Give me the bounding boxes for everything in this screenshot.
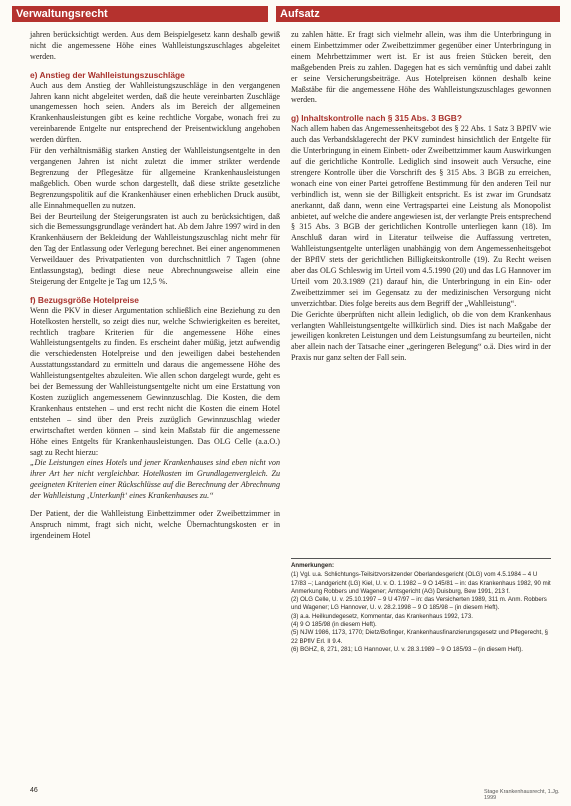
footnotes xyxy=(291,558,551,654)
article-type-label: Aufsatz xyxy=(276,6,560,22)
footnote: (6) BGHZ, 8, 271, 281; LG Hannover, U. v. 28.3.1989 – 9 O 185/93 – (in diesem Heft). xyxy=(291,645,523,653)
page-number: 46 xyxy=(30,787,38,794)
left-column xyxy=(30,30,280,542)
section-heading-e: e) Anstieg der Wahlleistungszuschläge xyxy=(30,69,185,80)
paragraph: Der Patient, der die Wahlleistung Einbettzimmer oder Zweibettzimmer in Anspruch nimmt, fragt sich nicht, welche Übernachtungskosten er in irgendeinem Hotel xyxy=(30,509,280,540)
page-header xyxy=(12,6,560,22)
paragraph: Nach allem haben das Angemessenheitsgebot des § 22 Abs. 1 Satz 3 BPflV wie auch das Verbandsklagerecht der PKV zumindest hinsichtlich der Entgelte für die Unterbringung in einem Einbett- oder Zweibettzimmer kaum Auswirkungen auf die gerichtliche Kontrolle. Lediglich sind insoweit auch Versuche, eine strengere Kontrolle über die Vorschrift des § 315 Abs. 3 BGB zu erreichen, wonach eine von einer Partei getroffene Bestimmung für den anderen Teil nur verbindlich ist, wenn sie der Billigkeit entspricht. Es ist zwar im Grundsatz anerkannt, daß dann, wenn eine Vertragspartei eine Leistung als Monopolist anbietet, auf welche die andere angewiesen ist, der verlangte Preis entsprechend § 315 Abs. 3 BGB der gerichtlichen Kontrolle unterliegen kann (18). Im Anschluß daran wird in Literatur teilweise die Auffassung vertreten, Wahlleistungsentgelte unterlägen unabhängig von dem Angemessenheitsgebot der BPflV stets der gerichtlichen Billigkeitskontrolle (19). Zu Recht weisen aber das OLG Schleswig im Urteil vom 4.5.1990 (20) und das LG Hannover im Urteil vom 20.3.1989 (21) darauf hin, die Unterbringung in ein Ein- oder Zweibettzimmer sei im Gegensatz zu der medizinischen Versorgung nicht unverzichtbar. Dies folge bereits aus dem Begriff der „Wahlleistung“. xyxy=(291,124,551,308)
source-line: Stage Krankenhausrecht, 1.Jg. 1999 xyxy=(484,789,560,801)
section-heading-g: g) Inhaltskontrolle nach § 315 Abs. 3 BGB? xyxy=(291,113,462,124)
section-label: Verwaltungsrecht xyxy=(12,6,268,22)
paragraph: Wenn die PKV in dieser Argumentation schließlich eine Beziehung zu den Hotelkosten herstellt, so zeigt dies nur, welche Schwierigkeiten es bereitet, rechtlich tragbare Kriterien für die angemessene Höhe eines Wahlleistungsentgelts zu finden. Es erscheint daher müßig, jetzt aufwendig die verschiedensten Hotelpreise und den jeweiligen dabei bestehenden Ausstattungsstandard zu ermitteln und daraus die angemessene Höhe des Wahlleistungsentgeltes abzuleiten. Wie allen schon dargelegt wurde, geht es bei der Bemessung der Wahlleistungsentgelte nicht um eine Erstattung von Kosten zuzüglich angemessenem Gewinnzuschlag. Die Kosten, die dem Krankenhaus entstehen – und erst recht nicht die Kosten die einem Hotel entstehen – sind über den Preis zuzüglich Gewinnzuschlag wieder erwirtschaftet werden können – sind kein Maßstab für die angemessene Höhe eines Entgelts für Krankenhausleistungen. Das OLG Celle (a.a.O.) sagt zu Recht hierzu: xyxy=(30,305,280,457)
paragraph: Die Gerichte überprüften nicht allein lediglich, ob die von dem Krankenhaus verlangten Wahlleistungsentgelte willkürlich sind. Dies ist nach Maßgabe der jeweiligen konkreten Leistungen und dem Leistungsumfang zu beurteilen, nicht aber allein nach der Tatsache einer „geringeren Belegung“ o.ä. Dies wird in der Praxis nur ganz selten der Fall sein. xyxy=(291,309,551,363)
paragraph: Für den verhältnismäßig starken Anstieg der Wahlleistungsentgelte in den vergangenen Jahren ist nicht zuletzt die immer strikter werdende Begrenzung der Pflegesätze für allgemeine Krankenhausleistungen maßgeblich. Oben wurde schon dargestellt, daß diese strikte gesetzliche Begrenzungspolitik auf die Krankenhäuser einen erheblichen Druck ausübt, alle Einnahmequellen zu nutzen. xyxy=(30,146,280,210)
right-column xyxy=(291,30,551,364)
section-heading-f: f) Bezugsgröße Hotelpreise xyxy=(30,294,139,305)
paragraph: zu zahlen hätte. Er fragt sich vielmehr allein, was ihm die Unterbringung in einem Einbettzimmer oder Zweibettzimmer gegenüber einer Unterbringung in einem Mehrbettzimmer wert ist. Er ist aus freien Stücken bereit, den maßgebenden Preis zu zahlen. Dagegen hat es sich vernünftig und dabei zahlt er seine Versicherungsbeiträge. Aus Hotelpreisen können deshalb keine Maßstäbe für die angemessene Höhe des Wahlleistungszuschlages gewonnen werden. xyxy=(291,30,551,105)
footnote: (4) 9 O 185/98 (in diesem Heft). xyxy=(291,621,377,629)
footnote: (3) a.a. Heilkundegesetz, Kommentar, das Krankenhaus 1992, 173. xyxy=(291,612,473,620)
paragraph: Bei der Beurteilung der Steigerungsraten ist auch zu berücksichtigen, daß sich die Bemessungsgrundlage verändert hat. Ab dem Jahre 1997 wird in den Krankenhäusern der Bekleidung der Wahlleistungszuschlag nicht mehr für den Tag der Entlassung oder Verlegung berechnet. Bei einer angenommenen Verweildauer des Privatpatienten von durchschnittlich 7 Tagen (ohne Entlassungstag), bedingt diese neue Abrechnungsweise allein eine Steigerung der Entgelte je Tag um 12,5 %. xyxy=(30,211,280,286)
footnotes-title: Anmerkungen: xyxy=(291,562,334,569)
paragraph: Auch aus dem Anstieg der Wahlleistungszuschläge in den vergangenen Jahren kann nicht abgeleitet werden, daß die heute vereinbarten Zuschläge unangemessen hoch seien. Anders als im Bereich der allgemeinen Krankenhausleistungen gibt es keine rechtliche Vorgabe, wonach frei zu vereinbarende Entgelte nur entsprechend der Preisentwicklung angehoben werden dürften. xyxy=(30,80,280,145)
court-quote: „Die Leistungen eines Hotels und jener Krankenhauses sind eben nicht von ihrer Art her nicht vergleichbar. Hotelkosten im Grundlagenvergleich. Zu geeigneten Kriterien einer Rückschlüsse auf die Berechnung der Abrechnung der Wahlleistung ‚Unterkunft‘ eines Krankenhauses zu.“ xyxy=(30,458,280,501)
footnote: (2) OLG Celle, U. v. 25.10.1997 – 9 U 47/97 – in: das Versicherten 1989, 311 m. Anm. Robbers und Wagener; LG Hannover, U. v. 28.2.1998 – 9 O 185/98 – (in diesem Heft). xyxy=(291,596,547,612)
paragraph: jahren berücksichtigt werden. Aus dem Beispielgesetz kann deshalb gewiß nicht die angemessene Höhe eines Wahlleistungszuschlages abgeleitet werden. xyxy=(30,30,280,61)
footnote: (1) Vgl. u.a. Schlichtungs-Teilsitzvorsitzender Oberlandesgericht (OLG) vom 4.5.1984 – 4 U 17/83 –; Landgericht (LG) Kiel, U. v. O. 1.1982 – 9 O 145/81 – in: das Krankenhaus 1982, 90 mit Anmerkung Robbers und Wagener; Amtsgericht (AG) Duisburg, Bew 1991, 213 f. xyxy=(291,571,551,595)
footnote: (5) NJW 1986, 1173, 1770; Dietz/Bofinger, Krankenhausfinanzierungsgesetz und Pflegerecht, § 22 BPflV Erl. II 9.4. xyxy=(291,629,548,645)
